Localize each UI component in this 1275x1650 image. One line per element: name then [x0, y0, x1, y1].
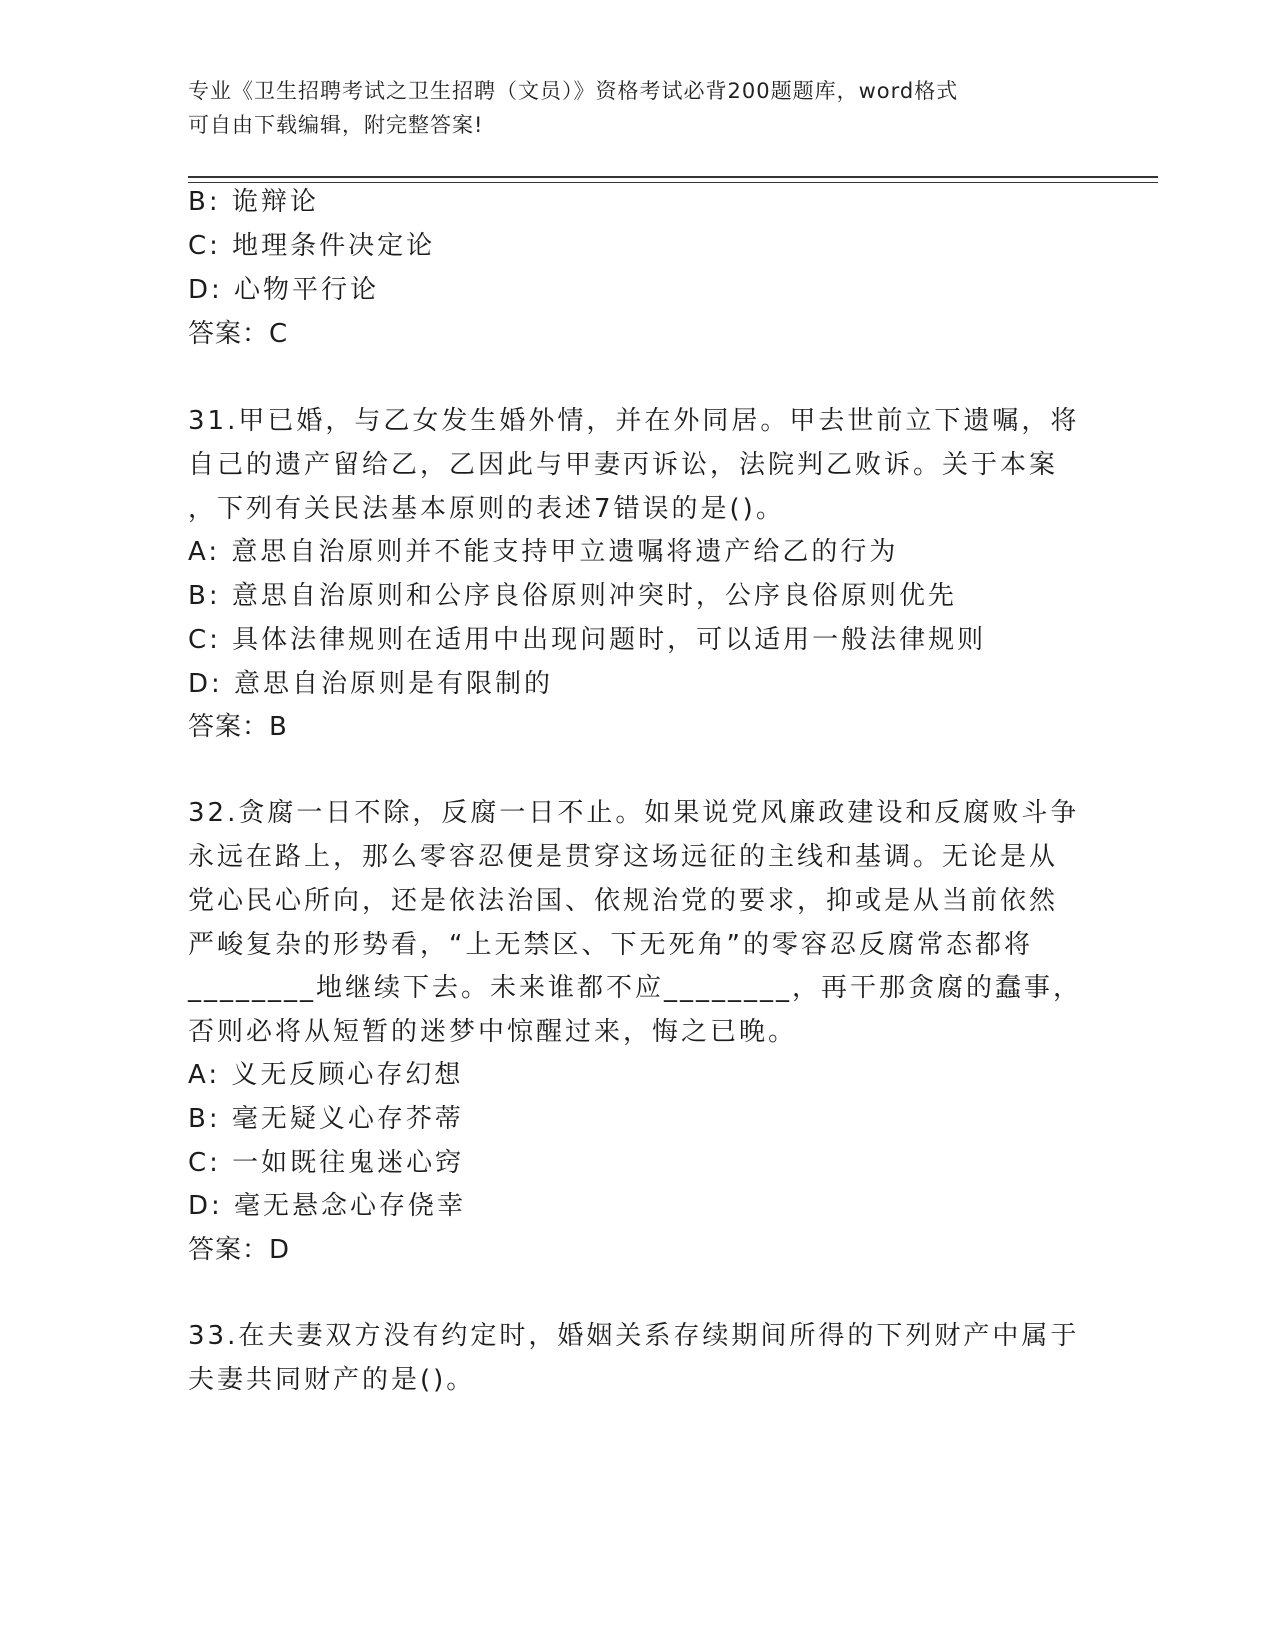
q33-stem-line-2: 夫妻共同财产的是()。 [188, 1365, 476, 1395]
header-divider-thick [188, 176, 1158, 178]
q31-stem-line-3: ，下列有关民法基本原则的表述7错误的是()。 [188, 494, 785, 524]
q32-stem-line-2: 永远在路上，那么零容忍便是贯穿这场远征的主线和基调。无论是从 [188, 842, 1059, 872]
q31-option-d: D: 意思自治原则是有限制的 [188, 669, 554, 699]
q32-option-d: D: 毫无悬念心存侥幸 [188, 1191, 467, 1221]
header-divider-thin [188, 182, 1158, 183]
q32-stem-line-4: 严峻复杂的形势看，“上无禁区、下无死角”的零容忍反腐常态都将 [188, 930, 1033, 960]
q31-stem-line-1: 31.甲已婚，与乙女发生婚外情，并在外同居。甲去世前立下遗嘱，将 [188, 406, 1080, 436]
q30-answer: 答案：C [188, 319, 289, 349]
header-line-1: 专业《卫生招聘考试之卫生招聘（文员）》资格考试必背200题题库，word格式 [188, 79, 959, 103]
q30-option-b: B: 诡辩论 [188, 187, 319, 217]
q32-answer: 答案：D [188, 1235, 291, 1265]
q33-stem-line-1: 33.在夫妻双方没有约定时，婚姻关系存续期间所得的下列财产中属于 [188, 1321, 1080, 1351]
q32-stem-line-1: 32.贪腐一日不除，反腐一日不止。如果说党风廉政建设和反腐败斗争 [188, 798, 1080, 828]
q31-option-c: C: 具体法律规则在适用中出现问题时，可以适用一般法律规则 [188, 625, 987, 655]
q30-option-c: C: 地理条件决定论 [188, 231, 436, 261]
q31-stem-line-2: 自己的遗产留给乙，乙因此与甲妻丙诉讼，法院判乙败诉。关于本案 [188, 450, 1059, 480]
q31-option-a: A: 意思自治原则并不能支持甲立遗嘱将遗产给乙的行为 [188, 537, 899, 567]
q32-stem-line-3: 党心民心所向，还是依法治国、依规治党的要求，抑或是从当前依然 [188, 886, 1059, 916]
q31-option-b: B: 意思自治原则和公序良俗原则冲突时，公序良俗原则优先 [188, 581, 957, 611]
header-line-2: 可自由下载编辑，附完整答案! [188, 113, 484, 137]
q32-option-a: A: 义无反顾心存幻想 [188, 1060, 464, 1090]
q32-stem-line-5: ________地继续下去。未来谁都不应________，再干那贪腐的蠢事， [188, 973, 1083, 1003]
q32-stem-line-6: 否则必将从短暂的迷梦中惊醒过来，悔之已晚。 [188, 1017, 798, 1047]
q30-option-d: D: 心物平行论 [188, 275, 380, 305]
document-header [188, 74, 1088, 142]
q31-answer: 答案：B [188, 712, 288, 742]
q32-option-b: B: 毫无疑义心存芥蒂 [188, 1104, 464, 1134]
q32-option-c: C: 一如既往鬼迷心窍 [188, 1148, 465, 1178]
